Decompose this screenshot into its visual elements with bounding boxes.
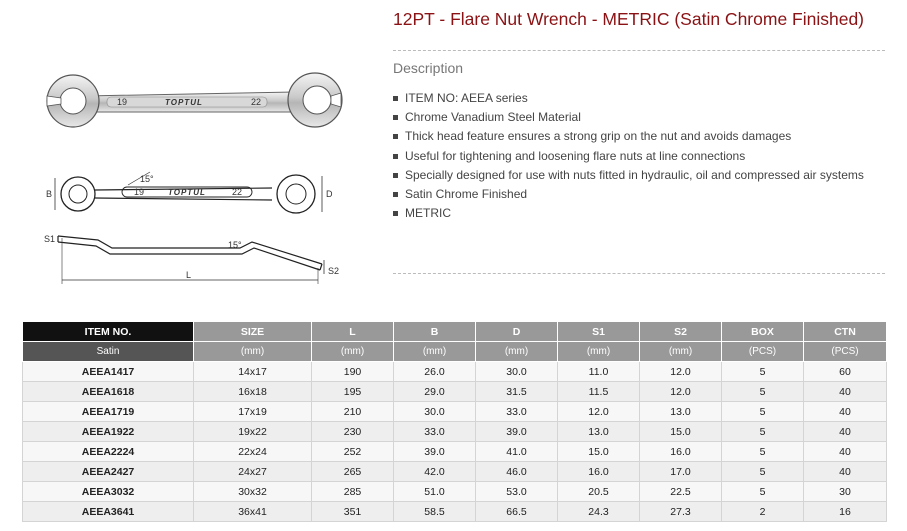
table-row: [23, 362, 887, 382]
table-cell: 11.0: [558, 362, 640, 382]
table-cell: 2: [722, 502, 804, 522]
product-title: 12PT - Flare Nut Wrench - METRIC (Satin Chrome Finished): [393, 9, 865, 29]
square-bullet-icon: [393, 96, 398, 101]
description-item: METRIC: [393, 204, 864, 223]
table-cell: 15.0: [558, 442, 640, 462]
front-right-size: 22: [232, 187, 243, 197]
table-cell: 60: [804, 362, 887, 382]
subheader-unit: (PCS): [722, 342, 804, 362]
table-cell: 14x17: [194, 362, 312, 382]
table-cell: 51.0: [394, 482, 476, 502]
table-cell: 40: [804, 402, 887, 422]
table-cell: 24x27: [194, 462, 312, 482]
side-dim-s1-label: S1: [44, 234, 56, 244]
item-no-cell: AEEA1719: [23, 402, 194, 422]
table-cell: 33.0: [476, 402, 558, 422]
table-cell: 42.0: [394, 462, 476, 482]
description-item: Specially designed for use with nuts fitted in hydraulic, oil and compressed air systems: [393, 166, 864, 185]
table-row: [23, 482, 887, 502]
item-no-cell: AEEA2224: [23, 442, 194, 462]
table-cell: 5: [722, 362, 804, 382]
square-bullet-icon: [393, 154, 398, 159]
item-no-cell: AEEA1618: [23, 382, 194, 402]
table-cell: 20.5: [558, 482, 640, 502]
item-no-cell: AEEA3032: [23, 482, 194, 502]
table-cell: 16: [804, 502, 887, 522]
header-s2: S2: [640, 322, 722, 342]
table-header-row: [23, 322, 887, 342]
table-cell: 41.0: [476, 442, 558, 462]
header-s1: S1: [558, 322, 640, 342]
front-angle-label: 15°: [140, 174, 154, 184]
table-row: [23, 462, 887, 482]
table-cell: 195: [312, 382, 394, 402]
subheader-unit: (mm): [640, 342, 722, 362]
square-bullet-icon: [393, 173, 398, 178]
description-item: Thick head feature ensures a strong grip on the nut and avoids damages: [393, 127, 864, 146]
table-cell: 12.0: [640, 362, 722, 382]
table-cell: 30.0: [476, 362, 558, 382]
header-ctn: CTN: [804, 322, 887, 342]
product-drawings: [0, 0, 380, 300]
description-list: [393, 89, 864, 223]
photo-right-size: 22: [251, 97, 262, 107]
subheader-unit: (mm): [194, 342, 312, 362]
wrench-side-view: [40, 228, 350, 290]
table-cell: 46.0: [476, 462, 558, 482]
front-left-size: 19: [134, 187, 145, 197]
item-no-cell: AEEA2427: [23, 462, 194, 482]
header-l: L: [312, 322, 394, 342]
table-cell: 33.0: [394, 422, 476, 442]
wrench-front-view: [40, 170, 350, 220]
table-cell: 16.0: [558, 462, 640, 482]
table-cell: 19x22: [194, 422, 312, 442]
table-cell: 210: [312, 402, 394, 422]
item-no-cell: AEEA1417: [23, 362, 194, 382]
side-dim-s2-label: S2: [328, 266, 340, 276]
table-cell: 230: [312, 422, 394, 442]
table-cell: 5: [722, 402, 804, 422]
subheader-unit: (mm): [558, 342, 640, 362]
table-cell: 265: [312, 462, 394, 482]
table-cell: 40: [804, 442, 887, 462]
table-cell: 31.5: [476, 382, 558, 402]
subheader-finish: Satin: [23, 342, 194, 362]
table-cell: 26.0: [394, 362, 476, 382]
table-row: [23, 402, 887, 422]
table-cell: 252: [312, 442, 394, 462]
square-bullet-icon: [393, 211, 398, 216]
subheader-unit: (mm): [312, 342, 394, 362]
table-cell: 5: [722, 462, 804, 482]
table-cell: 58.5: [394, 502, 476, 522]
table-cell: 285: [312, 482, 394, 502]
table-row: [23, 382, 887, 402]
table-cell: 16.0: [640, 442, 722, 462]
table-cell: 39.0: [476, 422, 558, 442]
item-no-cell: AEEA1922: [23, 422, 194, 442]
table-cell: 30.0: [394, 402, 476, 422]
table-row: [23, 422, 887, 442]
description-item: Satin Chrome Finished: [393, 185, 864, 204]
side-angle-label: 15°: [228, 240, 242, 250]
table-cell: 16x18: [194, 382, 312, 402]
table-cell: 11.5: [558, 382, 640, 402]
table-subheader-row: [23, 342, 887, 362]
table-cell: 53.0: [476, 482, 558, 502]
header-item-no: ITEM NO.: [23, 322, 194, 342]
header-b: B: [394, 322, 476, 342]
front-brand-label: TOPTUL: [168, 188, 206, 197]
photo-left-size: 19: [117, 97, 128, 107]
description-heading: Description: [393, 60, 464, 76]
table-cell: 36x41: [194, 502, 312, 522]
table-cell: 5: [722, 422, 804, 442]
table-row: [23, 442, 887, 462]
description-item: Chrome Vanadium Steel Material: [393, 108, 864, 127]
square-bullet-icon: [393, 192, 398, 197]
front-dim-d-label: D: [326, 189, 333, 199]
table-cell: 22x24: [194, 442, 312, 462]
table-cell: 27.3: [640, 502, 722, 522]
table-cell: 66.5: [476, 502, 558, 522]
table-cell: 40: [804, 382, 887, 402]
wrench-photo: [25, 68, 355, 138]
subheader-unit: (mm): [476, 342, 558, 362]
table-cell: 12.0: [558, 402, 640, 422]
header-size: SIZE: [194, 322, 312, 342]
front-dim-b-label: B: [46, 189, 53, 199]
table-cell: 15.0: [640, 422, 722, 442]
table-cell: 5: [722, 382, 804, 402]
description-item: Useful for tightening and loosening flare nuts at line connections: [393, 147, 864, 166]
table-cell: 30: [804, 482, 887, 502]
table-cell: 13.0: [640, 402, 722, 422]
table-cell: 40: [804, 422, 887, 442]
header-box: BOX: [722, 322, 804, 342]
table-cell: 12.0: [640, 382, 722, 402]
description-bottom-divider: [393, 273, 885, 274]
table-cell: 5: [722, 442, 804, 462]
table-cell: 40: [804, 462, 887, 482]
spec-table: [22, 321, 887, 522]
table-cell: 13.0: [558, 422, 640, 442]
square-bullet-icon: [393, 115, 398, 120]
subheader-unit: (mm): [394, 342, 476, 362]
table-cell: 190: [312, 362, 394, 382]
header-d: D: [476, 322, 558, 342]
table-cell: 5: [722, 482, 804, 502]
table-cell: 351: [312, 502, 394, 522]
item-no-cell: AEEA3641: [23, 502, 194, 522]
subheader-unit: (PCS): [804, 342, 887, 362]
square-bullet-icon: [393, 134, 398, 139]
table-row: [23, 502, 887, 522]
description-item: ITEM NO: AEEA series: [393, 89, 864, 108]
table-cell: 22.5: [640, 482, 722, 502]
side-dim-l-label: L: [186, 270, 192, 280]
table-cell: 24.3: [558, 502, 640, 522]
photo-brand-label: TOPTUL: [165, 98, 203, 107]
table-cell: 39.0: [394, 442, 476, 462]
table-cell: 17x19: [194, 402, 312, 422]
description-top-divider: [393, 50, 885, 51]
table-cell: 30x32: [194, 482, 312, 502]
table-cell: 17.0: [640, 462, 722, 482]
table-cell: 29.0: [394, 382, 476, 402]
